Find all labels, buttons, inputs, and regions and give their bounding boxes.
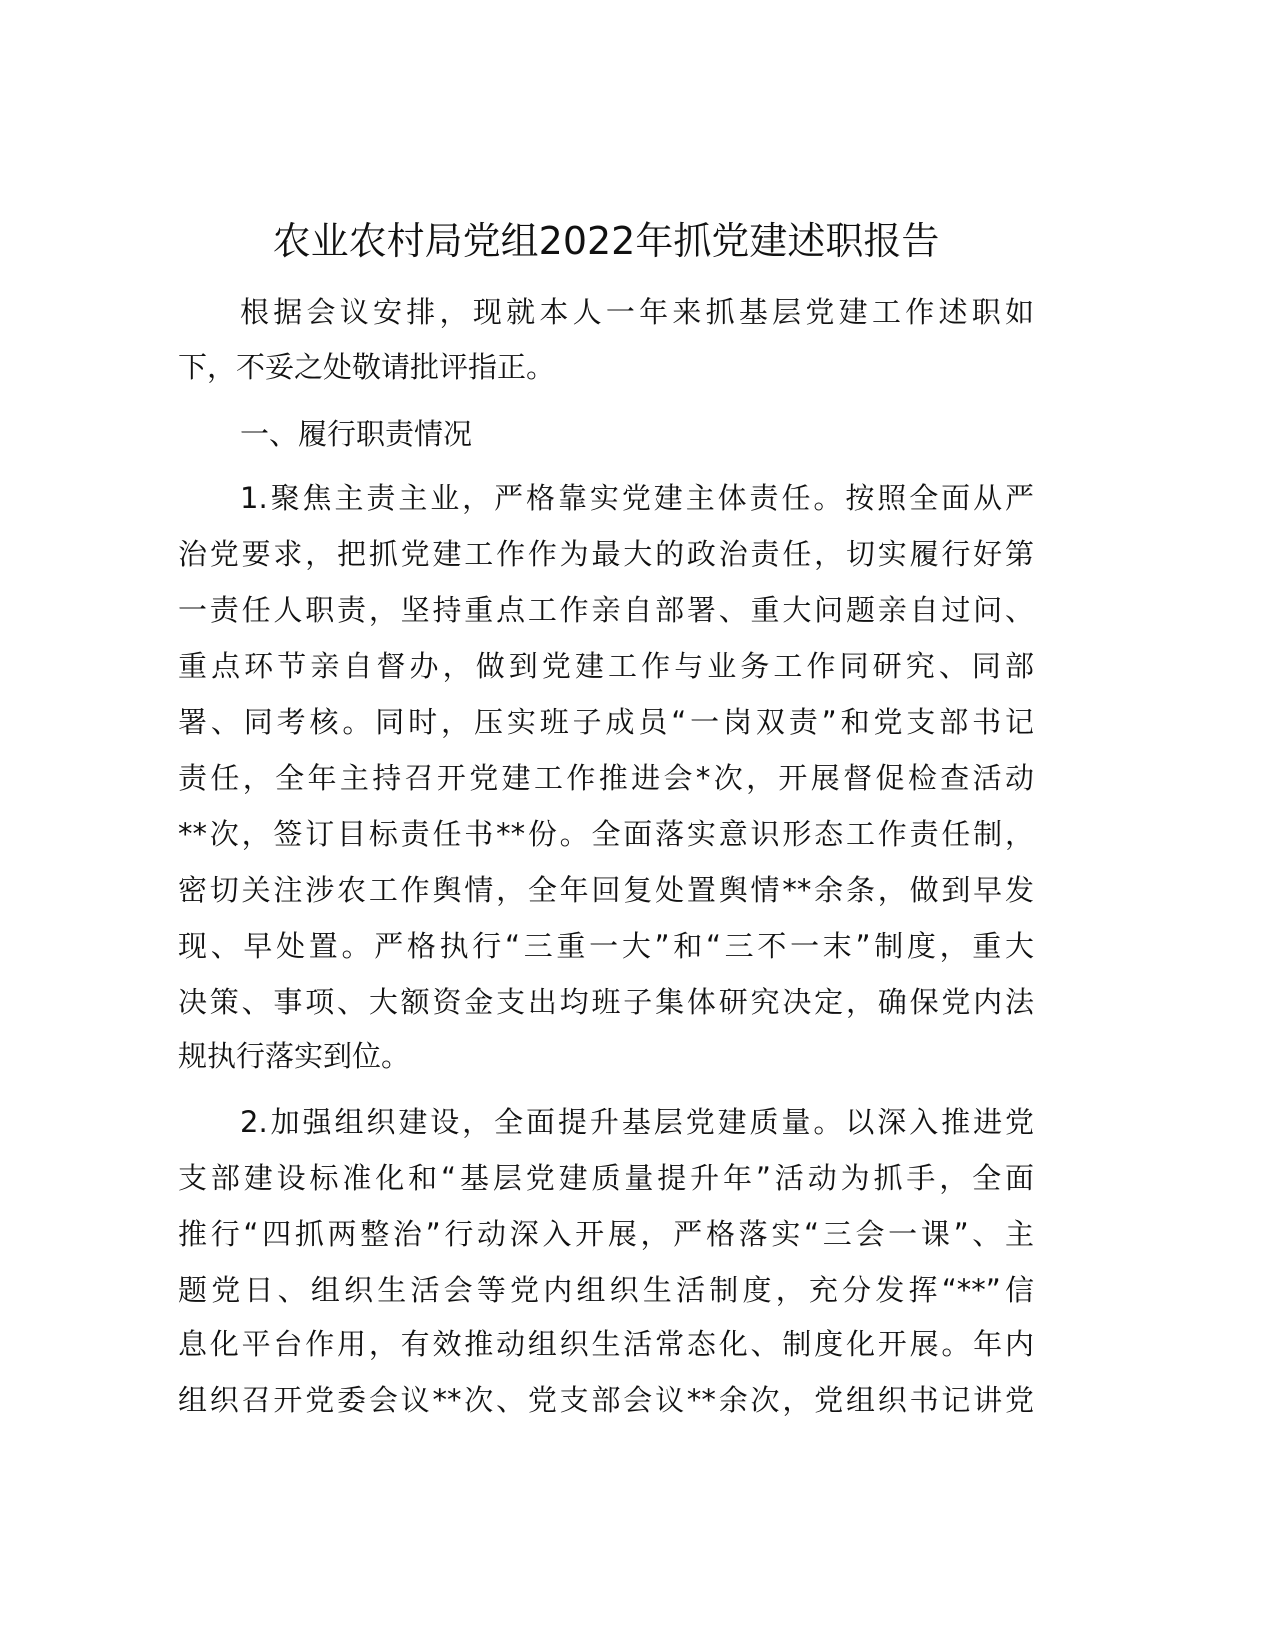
section-heading: 一、履行职责情况 (240, 417, 473, 451)
paragraph-line: 组织召开党委会议**次、党支部会议**余次，党组织书记讲党 (178, 1383, 1034, 1417)
paragraph-line: 决策、事项、大额资金支出均班子集体研究决定，确保党内法 (178, 985, 1034, 1019)
paragraph-line: 现、早处置。严格执行“三重一大”和“三不一末”制度，重大 (178, 929, 1034, 963)
paragraph-line: 规执行落实到位。 (178, 1039, 411, 1073)
paragraph-line: 密切关注涉农工作舆情，全年回复处置舆情**余条，做到早发 (178, 873, 1034, 907)
paragraph-line: 1.聚焦主责主业，严格靠实党建主体责任。按照全面从严 (240, 481, 1034, 515)
paragraph-line: 推行“四抓两整治”行动深入开展，严格落实“三会一课”、主 (178, 1217, 1034, 1251)
paragraph-line: **次，签订目标责任书**份。全面落实意识形态工作责任制， (178, 817, 1034, 851)
intro-line: 根据会议安排，现就本人一年来抓基层党建工作述职如 (240, 295, 1034, 329)
paragraph-line: 息化平台作用，有效推动组织生活常态化、制度化开展。年内 (178, 1327, 1034, 1361)
intro-line: 下，不妥之处敬请批评指正。 (178, 350, 556, 384)
document-title: 农业农村局党组2022年抓党建述职报告 (272, 219, 940, 263)
paragraph-line: 署、同考核。同时，压实班子成员“一岗双责”和党支部书记 (178, 705, 1034, 739)
paragraph-line: 题党日、组织生活会等党内组织生活制度，充分发挥“**”信 (178, 1273, 1034, 1307)
paragraph-line: 重点环节亲自督办，做到党建工作与业务工作同研究、同部 (178, 649, 1034, 683)
paragraph-line: 责任，全年主持召开党建工作推进会*次，开展督促检查活动 (178, 761, 1034, 795)
paragraph-line: 2.加强组织建设，全面提升基层党建质量。以深入推进党 (240, 1105, 1034, 1139)
paragraph-line: 治党要求，把抓党建工作作为最大的政治责任，切实履行好第 (178, 537, 1034, 571)
paragraph-line: 支部建设标准化和“基层党建质量提升年”活动为抓手，全面 (178, 1161, 1034, 1195)
paragraph-line: 一责任人职责，坚持重点工作亲自部署、重大问题亲自过问、 (178, 593, 1034, 627)
